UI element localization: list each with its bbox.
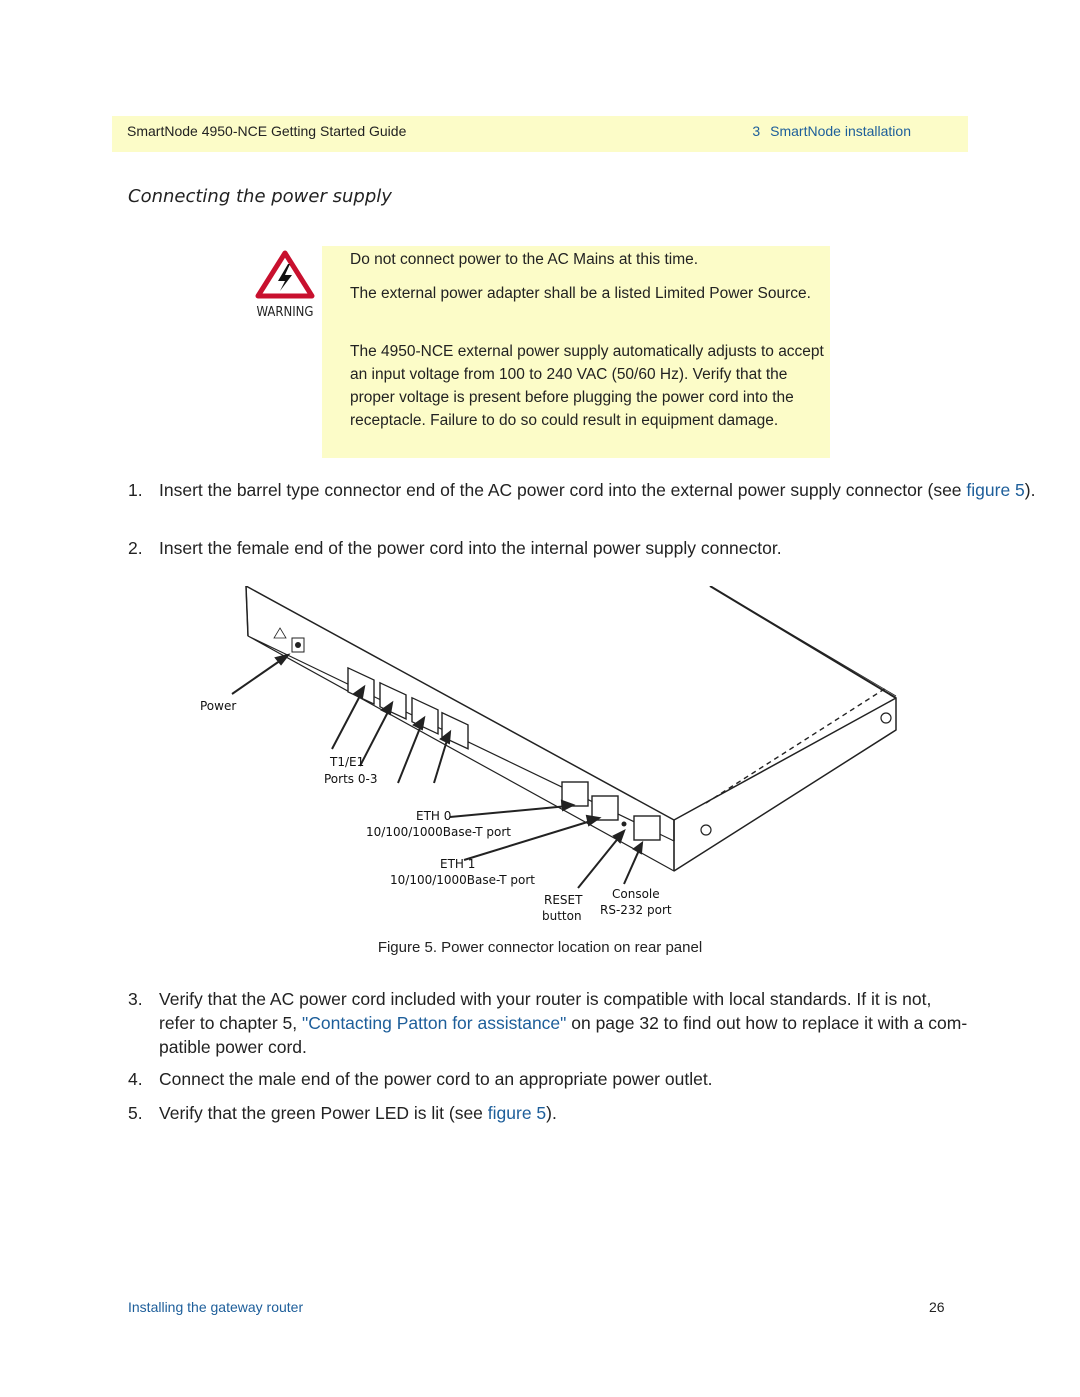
label-eth0-desc: 10/100/1000Base-T port: [366, 825, 511, 839]
label-t1e1: T1/E1: [330, 755, 365, 769]
step-text: Verify that the AC power cord included with your router is compatible with local standards. If it is not, refer to chapter 5, "Contacting Patton for assistance" on page 32 to find out how to replace it with a com- patible power cord.: [159, 989, 968, 1057]
section-heading: Connecting the power supply: [128, 186, 392, 207]
label-eth1-desc: 10/100/1000Base-T port: [390, 873, 535, 887]
chapter-link[interactable]: [752, 123, 911, 139]
step-number: 4.: [128, 1069, 143, 1089]
step-text: Insert the female end of the power cord into the internal power supply connector.: [159, 538, 782, 558]
step-text: Connect the male end of the power cord to an appropriate power outlet.: [159, 1069, 713, 1089]
document-title: SmartNode 4950-NCE Getting Started Guide: [127, 123, 407, 139]
warning-icon: [254, 250, 316, 322]
label-reset: RESET: [544, 893, 583, 907]
warning-box: [322, 246, 830, 458]
label-power: Power: [200, 699, 237, 713]
warning-text-3: The 4950-NCE external power supply automatically adjusts to accept an input voltage from 100 to 240 VAC (50/60 Hz). Verify that the proper voltage is present before plugging the power cord into the receptacle. Failure to do so could result in equipment damage.: [350, 343, 824, 429]
label-console: Console: [612, 887, 660, 901]
label-ports: Ports 0-3: [324, 772, 378, 786]
page-number: 26: [929, 1299, 945, 1315]
step-text: Verify that the green Power LED is lit (see figure 5).: [159, 1103, 557, 1123]
chapter-title: SmartNode installation: [770, 123, 911, 139]
warning-text-1: Do not connect power to the AC Mains at this time.: [350, 251, 699, 268]
label-reset-sub: button: [542, 909, 582, 923]
label-console-sub: RS-232 port: [600, 903, 672, 917]
chapter-5-link[interactable]: "Contacting Patton for assistance": [302, 1013, 567, 1033]
step-number: 2.: [128, 538, 143, 558]
step-number: 3.: [128, 989, 143, 1009]
warning-text-2: The external power adapter shall be a listed Limited Power Source.: [350, 285, 811, 302]
rear-panel-figure: [196, 586, 916, 926]
chapter-number: 3: [752, 123, 761, 139]
step-text: Insert the barrel type connector end of the AC power cord into the external power supply connector (see figure 5).: [159, 480, 1036, 500]
warning-icon-label: WARNING: [256, 305, 314, 320]
label-eth0: ETH 0: [416, 809, 452, 823]
step-number: 5.: [128, 1103, 143, 1123]
label-eth1: ETH 1: [440, 857, 476, 871]
figure-caption: Figure 5. Power connector location on rear panel: [377, 939, 703, 956]
figure-link[interactable]: figure 5: [487, 1103, 547, 1123]
footer-section-link[interactable]: Installing the gateway router: [128, 1299, 304, 1315]
step-number: 1.: [128, 480, 143, 500]
figure-link[interactable]: figure 5: [966, 480, 1025, 500]
running-header: [112, 116, 968, 152]
